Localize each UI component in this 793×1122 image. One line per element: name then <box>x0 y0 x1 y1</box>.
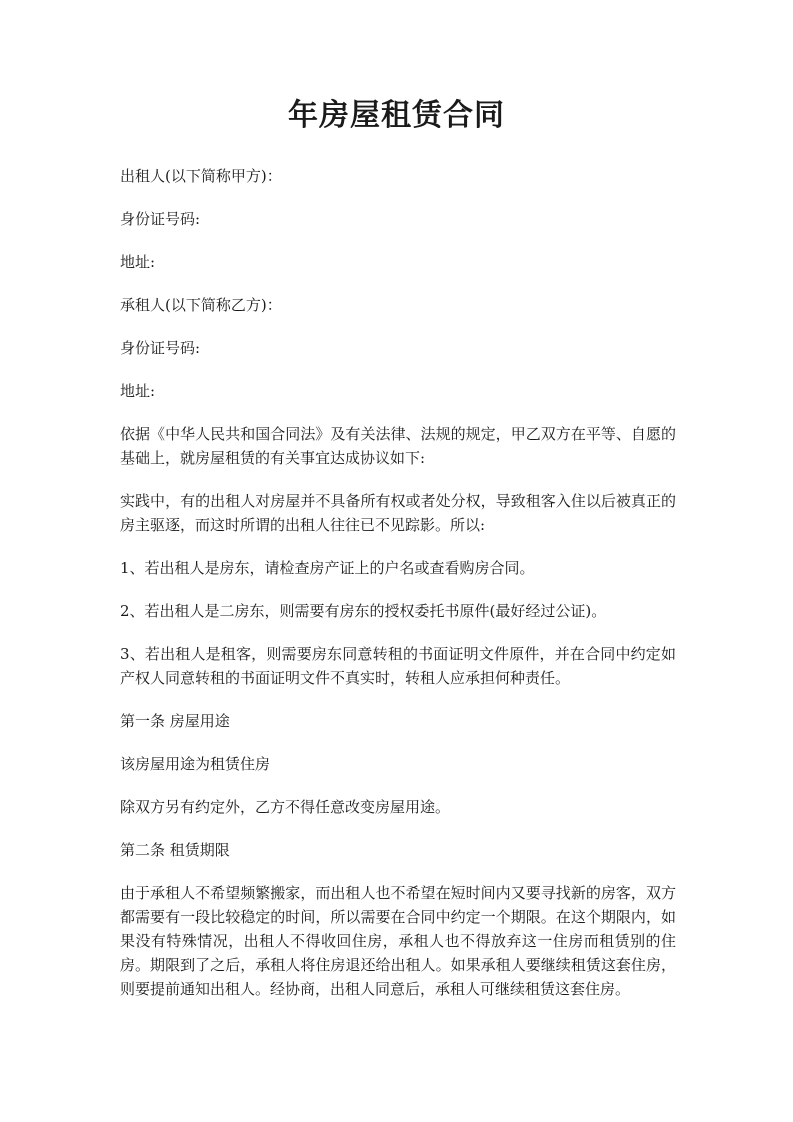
note-item-3: 3、若出租人是租客，则需要房东同意转租的书面证明文件原件，并在合同中约定如产权人同意转租的书面证明文件不真实时，转租人应承担何种责任。 <box>120 645 676 687</box>
article-2-heading: 第二条 租赁期限 <box>120 841 230 859</box>
article-2-body: 由于承租人不希望频繁搬家，而出租人也不希望在短时间内又要寻找新的房客，双方都需要有一段比较稳定的时间，所以需要在合同中约定一个期限。在这个期限内，如果没有特殊情况，出租人不得收回住房，承租人也不得放弃这一住房而租赁别的住房。期限到了之后，承租人将住房退还给出租人。如果承租人要继续租赁这套住房，则要提前通知出租人。经协商，出租人同意后，承租人可继续租赁这套住房。 <box>120 884 676 998</box>
lessor-line: 出租人(以下简称甲方)： <box>120 167 282 185</box>
document-body <box>120 164 676 1020</box>
document-title: 年房屋租赁合同 <box>288 98 505 133</box>
note-item-2: 2、若出租人是二房东，则需要有房东的授权委托书原件(最好经过公证)。 <box>120 602 607 620</box>
lessor-id-line: 身份证号码: <box>120 210 201 228</box>
lessee-line: 承租人(以下简称乙方)： <box>120 296 282 314</box>
article-1-use: 该房屋用途为租赁住房 <box>120 755 271 773</box>
lessor-address-line: 地址: <box>120 253 156 271</box>
legal-basis-paragraph: 依据《中华人民共和国合同法》及有关法律、法规的规定，甲乙双方在平等、自愿的基础上，就房屋租赁的有关事宜达成协议如下: <box>120 425 676 467</box>
practice-note-paragraph: 实践中，有的出租人对房屋并不具备所有权或者处分权，导致租客入住以后被真正的房主驱逐，而这时所谓的出租人往往已不见踪影。所以: <box>120 492 676 534</box>
article-1-restriction: 除双方另有约定外，乙方不得任意改变房屋用途。 <box>120 798 451 816</box>
note-item-1: 1、若出租人是房东，请检查房产证上的户名或查看购房合同。 <box>120 559 535 577</box>
article-1-heading: 第一条 房屋用途 <box>120 712 230 730</box>
lessee-address-line: 地址: <box>120 382 156 400</box>
lessee-id-line: 身份证号码: <box>120 339 201 357</box>
